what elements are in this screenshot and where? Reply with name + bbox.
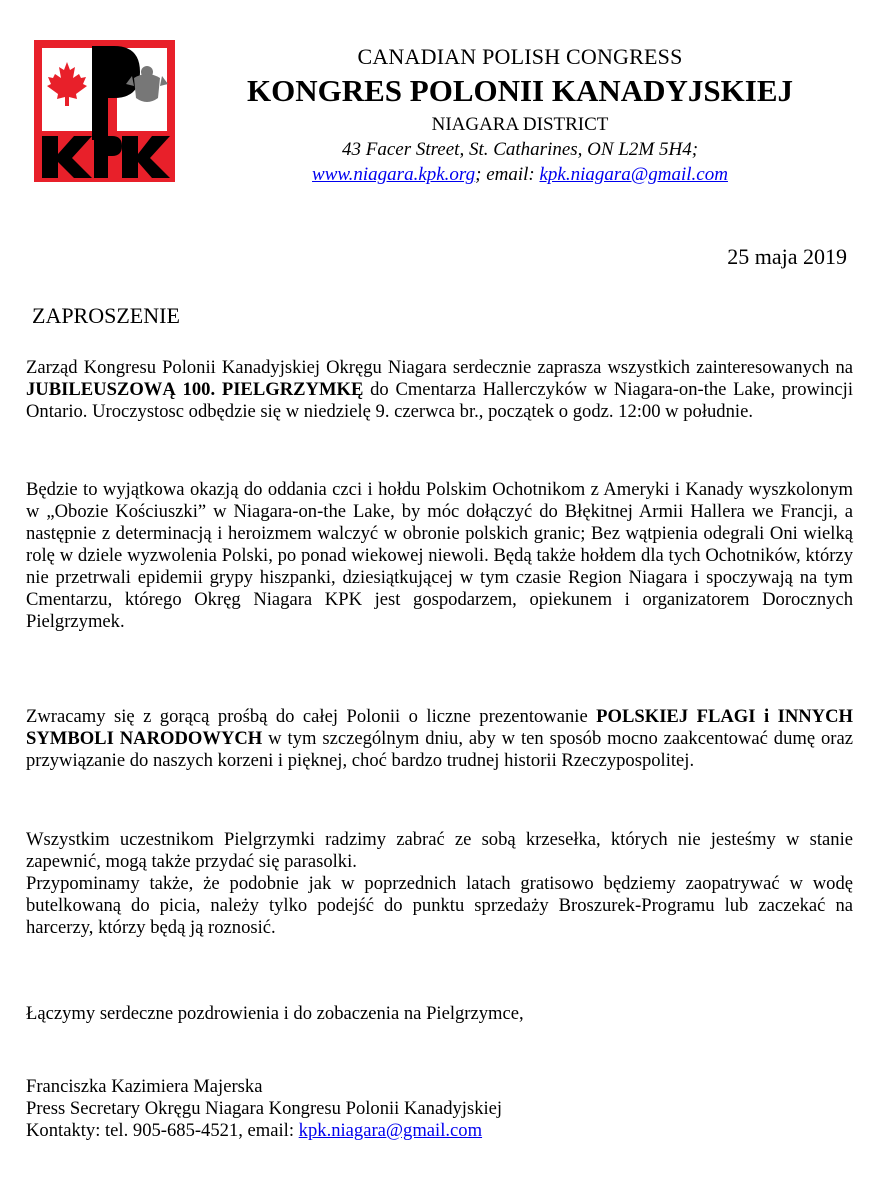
paragraph-3-text-c: w tym szczególnym dniu, aby w ten sposób mocno zaakcentować dumę oraz przywiązanie do naszych korzeni i pięknej, choć bardzo trudnej historii Rzeczypospolitej.: [26, 728, 853, 771]
signature-contact-text: Kontakty: tel. 905-685-4521, email:: [26, 1120, 299, 1141]
org-name-polish: KONGRES POLONII KANADYJSKIEJ: [246, 73, 794, 108]
email-separator: ; email:: [475, 164, 540, 185]
signature-contact: [26, 1120, 502, 1142]
email-link[interactable]: kpk.niagara@gmail.com: [539, 164, 728, 185]
paragraph-2-text: Będzie to wyjątkowa okazją do oddania czci i hołdu Polskim Ochotnikom z Ameryki i Kanady wyszkolonym w „Obozie Kościuszki” w Niagara-on-the Lake, by móc dołączyć do Błękitnej Armii Hallera we Francji, a następnie z determinacją i heroizmem walczyć w obronie polskich granic; Bez wątpienia odegrali Oni wielką rolę w dziele wyzwolenia Polski, po ponad wiekowej niewoli. Będą także hołdem dla tych Ochotników, którzy nie przetrwali epidemii grypy hiszpanki, dziesiątkującej w tym czasie Region Niagara i spoczywają na tym Cmentarzu, którego Okręg Niagara KPK jest gospodarzem, opiekunem i organizatorem Dorocznych Pielgrzymek.: [26, 479, 853, 632]
paragraph-3-bold: POLSKIEJ FLAGI i INNYCH SYMBOLI NARODOWYCH: [26, 706, 853, 749]
signature-name: Franciszka Kazimiera Majerska: [26, 1076, 263, 1097]
letter-date: 25 maja 2019: [727, 244, 847, 269]
paragraph-4-text-a: Wszystkim uczestnikom Pielgrzymki radzimy zabrać ze sobą krzesełka, których nie jesteśmy w stanie zapewnić, mogą także przydać się parasolki.: [26, 829, 853, 872]
paragraph-2: [26, 479, 853, 633]
district-name: NIAGARA DISTRICT: [431, 114, 609, 135]
paragraph-1: [26, 357, 853, 423]
paragraph-4-text-b: Przypominamy także, że podobnie jak w poprzednich latach gratisowo będziemy zaopatrywać w wodę butelkowaną do picia, należy tylko podejść do punktu sprzedaży Broszurek-Programu lub zaczekać na harcerzy, którzy będą ją roznosić.: [26, 873, 853, 938]
closing-line: [26, 1003, 853, 1025]
address: 43 Facer Street, St. Catharines, ON L2M 5H4;: [341, 139, 699, 160]
contact-line: [190, 164, 850, 186]
signature-email-link[interactable]: kpk.niagara@gmail.com: [298, 1120, 483, 1141]
signature-block: [26, 1076, 502, 1142]
paragraph-3: [26, 706, 853, 772]
closing-text: Łączymy serdeczne pozdrowienia i do zobaczenia na Pielgrzymce,: [26, 1003, 524, 1024]
website-link[interactable]: www.niagara.kpk.org: [312, 164, 476, 185]
paragraph-1-text-c: do Cmentarza Hallerczyków w Niagara-on-the Lake, prowincji Ontario. Uroczystosc odbędzie się w niedzielę 9. czerwca br., początek o godz. 12:00 w południe.: [26, 379, 853, 422]
org-name-english: CANADIAN POLISH CONGRESS: [357, 44, 683, 69]
paragraph-3-text-a: Zwracamy się z gorącą prośbą do całej Polonii o liczne prezentowanie: [26, 706, 597, 727]
letter-title: ZAPROSZENIE: [32, 303, 180, 328]
paragraph-1-text-a: Zarząd Kongresu Polonii Kanadyjskiej Okręgu Niagara serdecznie zaprasza wszystkich zainteresowanych na: [26, 357, 853, 378]
paragraph-1-bold: JUBILEUSZOWĄ 100. PIELGRZYMKĘ: [26, 379, 364, 400]
signature-role: Press Secretary Okręgu Niagara Kongresu Polonii Kanadyjskiej: [26, 1098, 503, 1119]
kpk-logo: [34, 40, 175, 182]
paragraph-4: [26, 829, 853, 939]
